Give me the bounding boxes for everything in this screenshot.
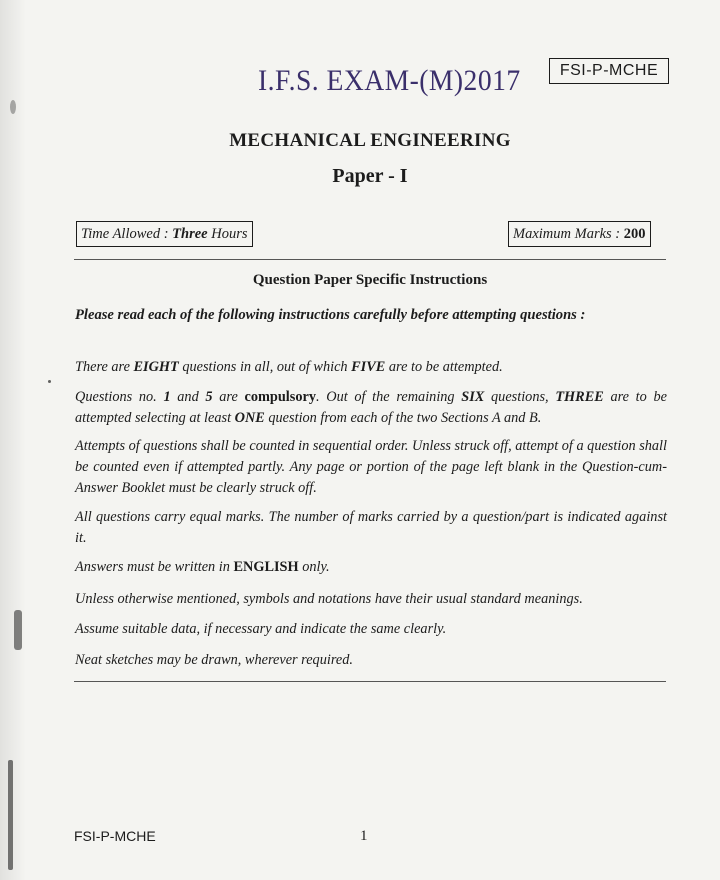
- scan-speck: [10, 100, 16, 114]
- instruction-6: Unless otherwise mentioned, symbols and notations have their usual standard meanings.: [75, 591, 583, 607]
- instruction-5: Answers must be written in ENGLISH only.: [75, 559, 330, 575]
- time-value: Three: [172, 226, 208, 242]
- time-label: Time Allowed :: [81, 226, 173, 242]
- scan-speck: [48, 380, 51, 383]
- marks-value: 200: [623, 226, 646, 242]
- instruction-4: All questions carry equal marks. The number of marks carried by a question/part is indicated against it.: [75, 509, 667, 546]
- marks-label: Maximum Marks :: [513, 226, 624, 242]
- instructions-lead: Please read each of the following instructions carefully before attempting questions :: [75, 307, 586, 323]
- instructions-title: Question Paper Specific Instructions: [252, 272, 488, 288]
- scan-speck: [14, 610, 22, 650]
- paper-title: Paper - I: [332, 165, 408, 187]
- instruction-8: Neat sketches may be drawn, wherever required.: [75, 652, 353, 668]
- paper-code-box: FSI-P-MCHE: [549, 58, 669, 84]
- instruction-2: Questions no. 1 and 5 are compulsory. Out of the remaining SIX questions, THREE are to be attempted selecting at least ONE question from each of the two Sections A and B.: [75, 389, 667, 426]
- divider-top: [74, 259, 666, 260]
- divider-bottom: [74, 681, 666, 682]
- maximum-marks-box: [508, 221, 651, 247]
- exam-stamp: I.F.S. EXAM-(M)2017: [258, 64, 521, 97]
- instruction-3: Attempts of questions shall be counted in sequential order. Unless struck off, attempt of a question shall be counted even if attempted partly. Any page or portion of the page left blank in the Question-cum-Answer Booklet must be clearly struck off.: [75, 438, 667, 496]
- subject-title: MECHANICAL ENGINEERING: [229, 130, 511, 151]
- time-allowed-box: [76, 221, 253, 247]
- instruction-1: There are EIGHT questions in all, out of which FIVE are to be attempted.: [75, 359, 503, 375]
- scan-speck: [8, 760, 13, 870]
- page-number: 1: [360, 828, 368, 844]
- instruction-7: Assume suitable data, if necessary and indicate the same clearly.: [75, 621, 447, 637]
- time-unit: Hours: [207, 226, 248, 242]
- footer-paper-code: FSI-P-MCHE: [74, 828, 156, 844]
